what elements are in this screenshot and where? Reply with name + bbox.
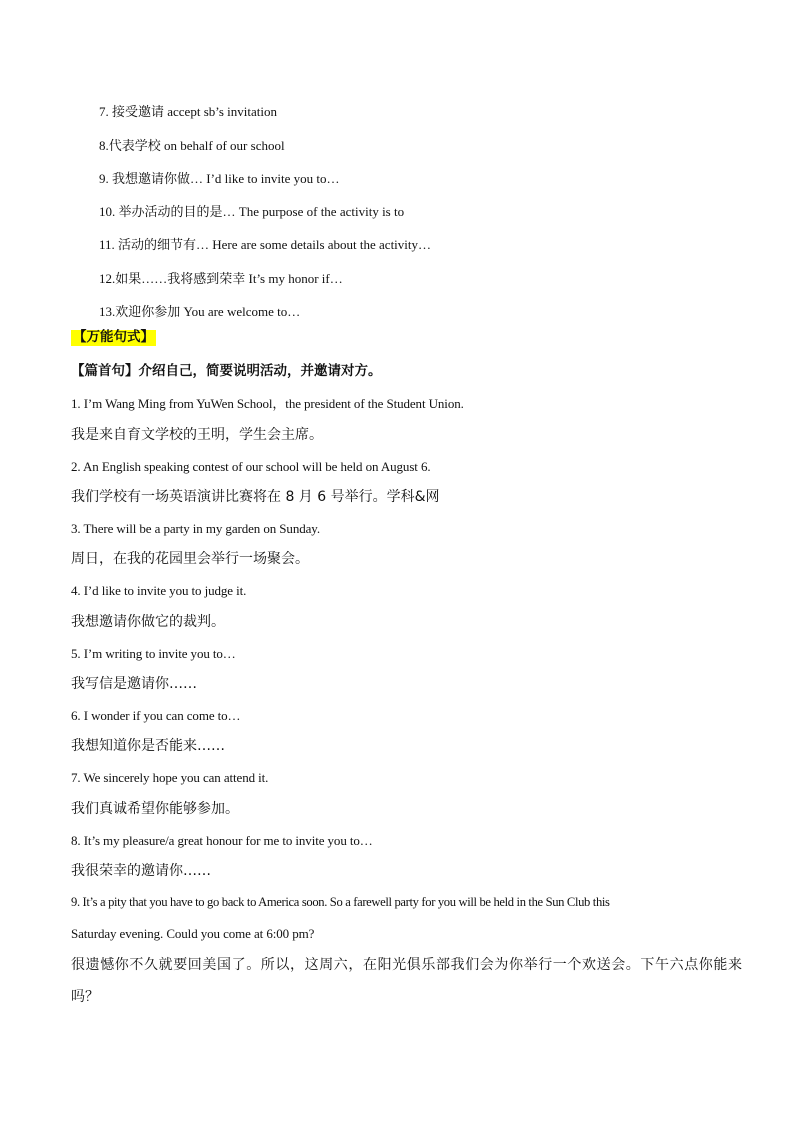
chinese-translation: 我写信是邀请你…… (71, 676, 197, 692)
english-sentence: 7. We sincerely hope you can attend it. (71, 770, 269, 785)
english-sentence: 9. It’s a pity that you have to go back to America soon. So a farewell party for you will be held in the Sun Club this (71, 895, 610, 909)
chinese-translation: 我想邀请你做它的裁判。 (71, 614, 225, 630)
phrase-line: 7. 接受邀请 accept sb’s invitation (99, 104, 278, 119)
chinese-translation: 我们学校有一场英语演讲比赛将在 8 月 6 号举行。学科&网 (71, 489, 440, 505)
english-sentence-continued: Saturday evening. Could you come at 6:00 pm? (71, 926, 315, 941)
english-sentence: 8. It’s my pleasure/a great honour for me to invite you to… (71, 833, 373, 848)
chinese-translation: 很遗憾你不久就要回美国了。所以，这周六，在阳光俱乐部我们会为你举行一个欢送会。下午六点你能来 (71, 957, 743, 973)
chinese-translation: 我很荣幸的邀请你…… (71, 863, 211, 879)
phrase-line: 9. 我想邀请你做… I’d like to invite you to… (99, 171, 340, 186)
phrase-line: 8.代表学校 on behalf of our school (99, 138, 285, 153)
section-heading: 【万能句式】 (73, 329, 154, 345)
phrase-line: 11. 活动的细节有… Here are some details about the activity… (99, 237, 432, 252)
english-sentence: 4. I’d like to invite you to judge it. (71, 583, 247, 598)
phrase-line: 12.如果……我将感到荣幸 It’s my honor if… (99, 271, 343, 286)
chinese-translation-continued: 吗？ (71, 989, 99, 1005)
english-sentence: 3. There will be a party in my garden on Sunday. (71, 521, 320, 536)
sub-heading: 【篇首句】介绍自己，简要说明活动，并邀请对方。 (71, 363, 382, 379)
english-sentence: 6. I wonder if you can come to… (71, 708, 241, 723)
english-sentence: 5. I’m writing to invite you to… (71, 646, 236, 661)
chinese-translation: 我想知道你是否能来…… (71, 738, 225, 754)
english-sentence: 2. An English speaking contest of our school will be held on August 6. (71, 459, 431, 474)
phrase-line: 10. 举办活动的目的是… The purpose of the activity is to (99, 204, 405, 219)
chinese-translation: 我们真诚希望你能够参加。 (71, 801, 239, 817)
chinese-translation: 周日，在我的花园里会举行一场聚会。 (71, 551, 309, 567)
english-sentence: 1. I’m Wang Ming from YuWen School，the president of the Student Union. (71, 396, 464, 411)
phrase-line: 13.欢迎你参加 You are welcome to… (99, 304, 301, 319)
chinese-translation: 我是来自育文学校的王明，学生会主席。 (71, 427, 323, 443)
